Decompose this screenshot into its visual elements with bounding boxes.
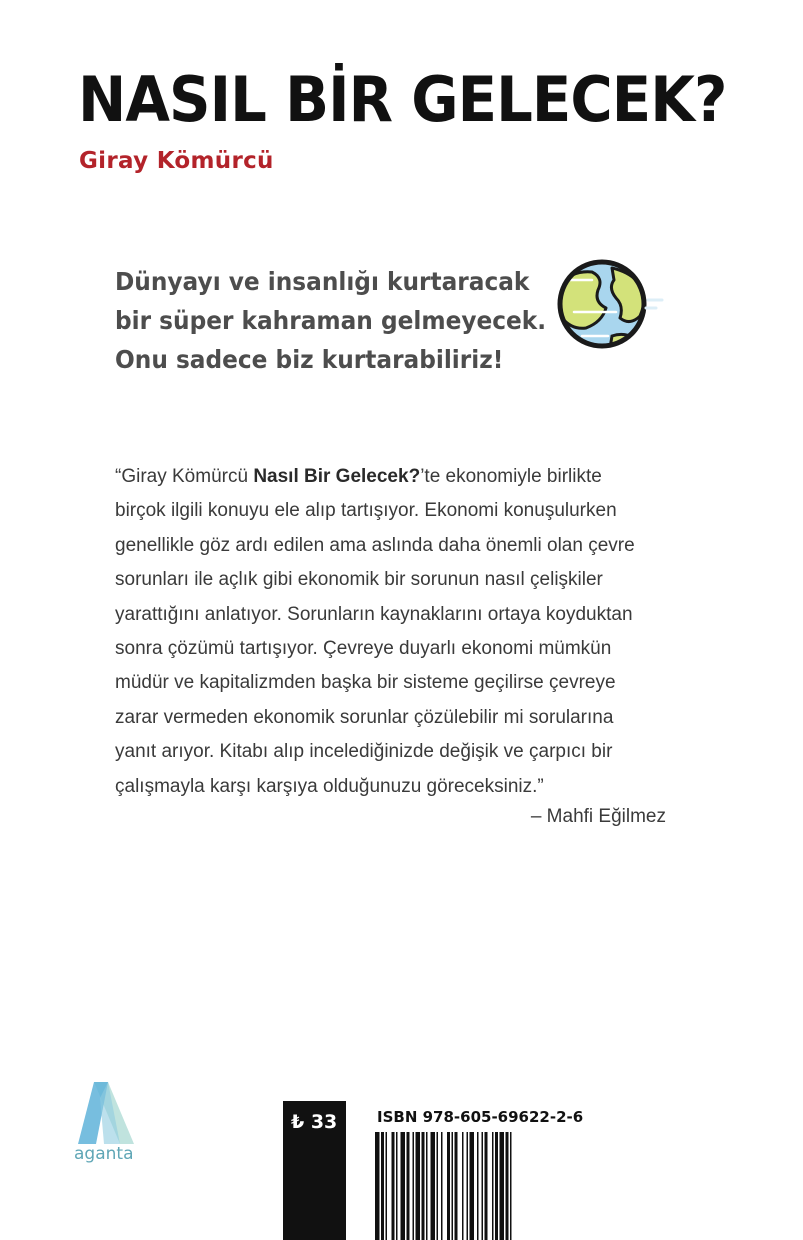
slogan-line: Onu sadece biz kurtarabiliriz!: [115, 345, 504, 374]
slogan: [115, 262, 545, 379]
publisher-name: aganta: [74, 1144, 134, 1164]
quote-text: “Giray Kömürcü: [115, 466, 254, 487]
book-title: NASIL BİR GELECEK?: [78, 63, 727, 136]
slogan-line: Dünyayı ve insanlığı kurtaracak: [115, 267, 530, 296]
quote-line: yanıt arıyor. Kitabı alıp incelediğinizde değişik ve çarpıcı bir: [115, 741, 613, 763]
barcode-bar: [386, 1132, 388, 1240]
barcode-bar: [452, 1132, 454, 1240]
author-name: Giray Kömürcü: [79, 148, 274, 174]
barcode-bar: [482, 1132, 484, 1240]
isbn-label: ISBN 978-605-69622-2-6: [377, 1108, 584, 1126]
quote-text: ’te ekonomiyle birlikte: [420, 466, 602, 487]
barcode-bar: [381, 1132, 384, 1240]
barcode-bar: [477, 1132, 479, 1240]
barcode-bar: [441, 1132, 443, 1240]
barcode-bar: [510, 1132, 512, 1240]
quote-line: zarar vermeden ekonomik sorunlar çözülebilir mi sorularına: [115, 706, 614, 728]
quote-line: sorunları ile açlık gibi ekonomik bir sorunun nasıl çelişkiler: [115, 569, 603, 591]
barcode-bar: [416, 1132, 421, 1240]
quote-line: [115, 460, 675, 494]
barcode-bar: [422, 1132, 425, 1240]
price-label: ₺ 33: [291, 1111, 338, 1133]
barcode-bar: [500, 1132, 505, 1240]
barcode-bar: [447, 1132, 450, 1240]
barcode-bar: [375, 1132, 380, 1240]
barcode-bar: [437, 1132, 439, 1240]
quote-line: birçok ilgili konuyu ele alıp tartışıyor. Ekonomi konuşulurken: [115, 500, 617, 522]
slogan-line: bir süper kahraman gelmeyecek.: [115, 306, 547, 335]
barcode-bar: [467, 1132, 469, 1240]
barcode-icon: [375, 1132, 545, 1240]
quote-line: genellikle göz ardı edilen ama aslında daha önemli olan çevre: [115, 534, 635, 556]
barcode-bar: [462, 1132, 464, 1240]
barcode-bar: [413, 1132, 415, 1240]
price-box: [283, 1101, 346, 1240]
barcode-bar: [426, 1132, 428, 1240]
quote-line: çalışmayla karşı karşıya olduğunuzu göreceksiniz.”: [115, 775, 544, 797]
barcode-bar: [470, 1132, 475, 1240]
barcode-bar: [431, 1132, 436, 1240]
barcode-bar: [495, 1132, 498, 1240]
barcode-bar: [407, 1132, 410, 1240]
quote-book-title: Nasıl Bir Gelecek?: [253, 466, 421, 487]
barcode-bar: [485, 1132, 488, 1240]
quote-line: müdür ve kapitalizmden başka bir sisteme geçilirse çevreye: [115, 672, 616, 694]
barcode-bar: [455, 1132, 458, 1240]
review-quote: [115, 460, 675, 804]
quote-attribution: – Mahfi Eğilmez: [530, 806, 666, 827]
barcode-bar: [492, 1132, 494, 1240]
barcode-bar: [506, 1132, 509, 1240]
quote-line: yarattığını anlatıyor. Sorunların kaynaklarını ortaya koyduktan: [115, 603, 633, 625]
quote-line: sonra çözümü tartışıyor. Çevreye duyarlı ekonomi mümkün: [115, 638, 612, 660]
barcode-bar: [396, 1132, 398, 1240]
barcode-bar: [392, 1132, 395, 1240]
barcode-bar: [401, 1132, 406, 1240]
globe-icon: [552, 256, 666, 352]
